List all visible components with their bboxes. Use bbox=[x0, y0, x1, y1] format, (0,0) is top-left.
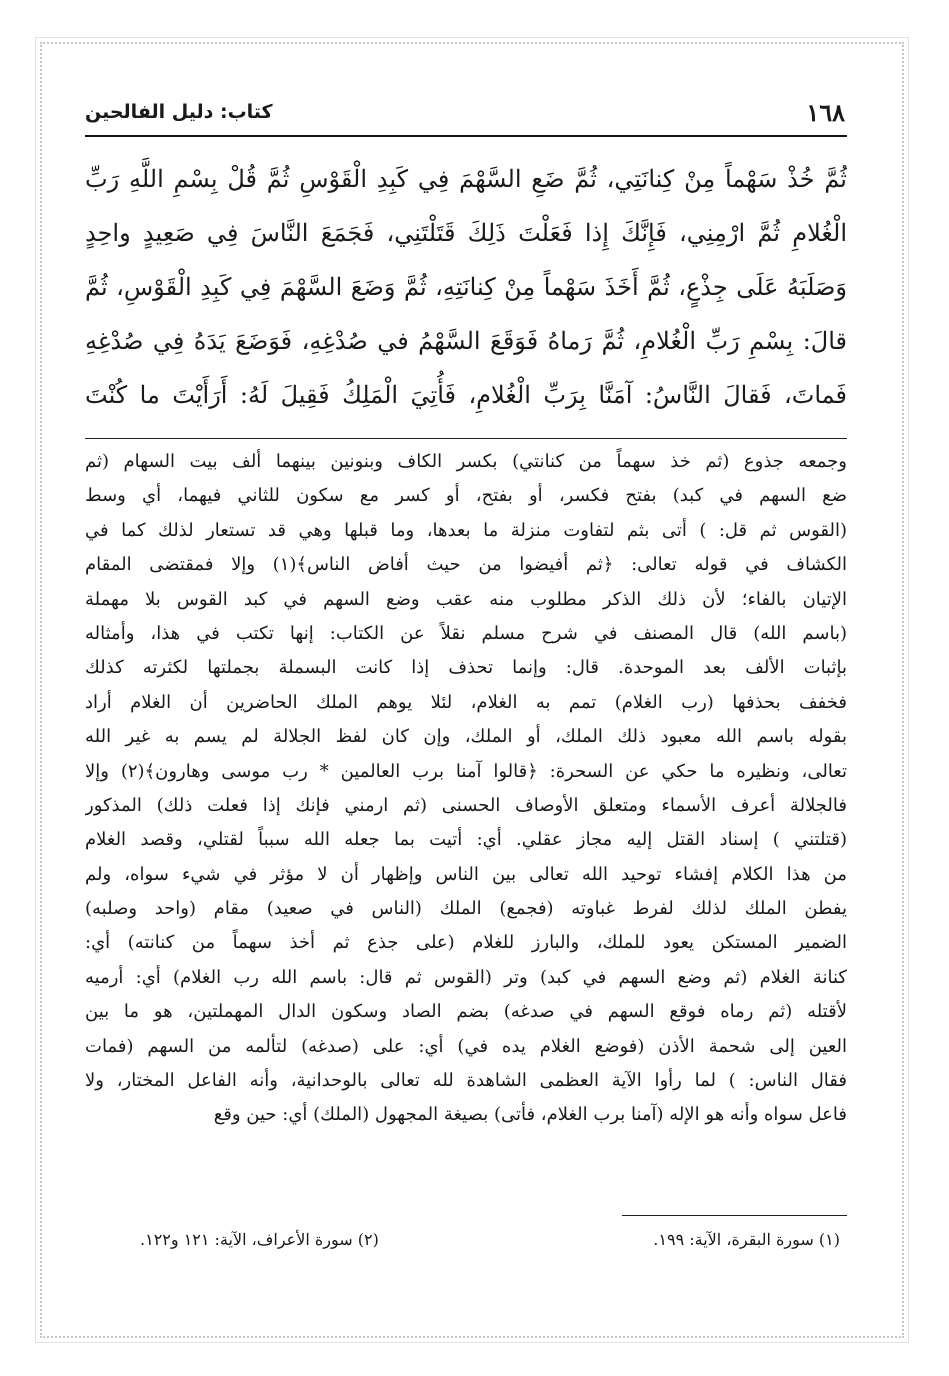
hadith-line: قالَ: بِسْمِ رَبِّ الْغُلامِ، ثُمَّ رَماهُ فَوَقَعَ السَّهْمُ في صُدْغِهِ، فَوَضَعَ يَدَهُ فِي صُدْغِهِ bbox=[85, 327, 847, 355]
commentary-line: وجمعه جذوع (ثم خذ سهماً من كنانتي) بكسر الكاف وبنونين بينهما ألف بيت السهام (ثم bbox=[85, 451, 847, 472]
footnote-2: (٢) سورة الأعراف، الآية: ١٢١ و١٢٢. bbox=[140, 1229, 379, 1249]
footnotes bbox=[140, 1222, 840, 1256]
hadith-line: وَصَلَبَهُ عَلَى جِذْعٍ، ثُمَّ أَخَذَ سَهْماً مِنْ كِنانَتِهِ، ثُمَّ وَضَعَ السَّهْمَ فِي كَبِدِ الْقَوْسِ، ثُمَّ bbox=[85, 273, 847, 301]
commentary-text bbox=[85, 445, 847, 1133]
commentary-line: فقال الناس: ) لما رأوا الآية العظمى الشاهدة لله تعالى بالوحدانية، وأنه الفاعل المختار، ولا bbox=[85, 1070, 847, 1092]
commentary-line: الكشاف في قوله تعالى: ﴿ثم أفيضوا من حيث أفاض الناس﴾(١) وإلا فمقتضى المقام bbox=[85, 554, 847, 576]
commentary-line: الإتيان بالفاء؛ لأن ذلك الذكر مطلوب منه عقب وضع السهم في كبد القوس بلا مهملة bbox=[85, 588, 847, 610]
footnote-divider bbox=[622, 1215, 847, 1216]
hadith-line: ثُمَّ خُذْ سَهْماً مِنْ كِنانَتِي، ثُمَّ ضَعِ السَّهْمَ فِي كَبِدِ الْقَوْسِ ثُمَّ قُلْ بِسْمِ اللَّهِ رَبِّ bbox=[85, 165, 847, 193]
footnote-1: (١) سورة البقرة، الآية: ١٩٩. bbox=[653, 1229, 840, 1249]
commentary-line: (قتلتني ) إسناد القتل إليه مجاز عقلي. أي: أتيت بما جعله الله سبباً لقتلي، وقصد الغلام bbox=[85, 829, 847, 851]
main-divider bbox=[85, 438, 847, 439]
hadith-line: الْغُلامِ ثُمَّ ارْمِنِي، فَإِنَّكَ إِذا فَعَلْتَ ذَلِكَ قَتَلْتَنِي، فَجَمَعَ النَّاسَ فِي صَعِيدٍ واحِدٍ bbox=[85, 219, 847, 247]
hadith-text bbox=[85, 152, 847, 422]
commentary-line: من هذا الكلام إفشاء توحيد الله تعالى بين الناس وإظهار أن لا مؤثر في شيء سواه، ولم bbox=[85, 863, 847, 885]
commentary-line: كنانة الغلام (ثم وضع السهم في كبد) وتر (القوس ثم قال: باسم الله رب الغلام) أي: أرميه bbox=[85, 966, 847, 988]
commentary-line: تعالى، ونظيره ما حكي عن السحرة: ﴿قالوا آمنا برب العالمين * رب موسى وهارون﴾(٢) وإلا bbox=[85, 760, 847, 782]
hadith-line: فَماتَ، فَقالَ النَّاسُ: آمَنَّا بِرَبِّ الْغُلامِ، فَأُتِيَ الْمَلِكُ فَقِيلَ لَهُ: أَرَأَيْتَ ما كُنْتَ bbox=[85, 381, 847, 409]
commentary-line: بإثبات الألف بعد الموحدة. قال: وإنما تحذف إذا كانت البسملة بجملتها لكثرته كذلك bbox=[85, 657, 847, 679]
commentary-line: (باسم الله) قال المصنف في شرح مسلم نقلاً عن الكتاب: إنها تكتب في هذا، وأمثاله bbox=[85, 622, 847, 644]
page-number: ١٦٨ bbox=[806, 97, 845, 127]
commentary-line: الضمير المستكن يعود للملك، والبارز للغلام (على جذع ثم أخذ سهماً من كنانته) أي: bbox=[85, 932, 847, 954]
book-title: كتاب: دليل الفالحين bbox=[85, 101, 273, 123]
commentary-line: العين إلى شحمة الأذن (فوضع الغلام يده في) أي: على (صدغه) لتألمه من السهم (فمات bbox=[85, 1035, 847, 1057]
header-divider bbox=[85, 135, 847, 137]
commentary-line: (القوس ثم قل: ) أتى بثم لتفاوت منزلة ما بعدها، وما قبلها وهي قد تستعار لذلك كما في bbox=[85, 519, 847, 541]
commentary-line: يفطن الملك لذلك لفرط غباوته (فجمع) الملك (الناس في صعيد) مقام (واحد وصلبه) bbox=[85, 898, 847, 920]
commentary-line: فخفف بحذفها (رب الغلام) تمم به الغلام، لئلا يوهم الملك الحاضرين أن الغلام أراد bbox=[85, 691, 847, 713]
commentary-line: فالجلالة أعرف الأسماء ومتعلق الأوصاف الحسنى (ثم ارمني فإنك إذا فعلت ذلك) المذكور bbox=[85, 794, 847, 816]
commentary-line: بقوله باسم الله معبود ذلك الملك، أو الملك، وإن كان لفظ الجلالة لم يسم به غير الله bbox=[85, 726, 847, 748]
commentary-line: لأقتله (ثم رماه فوقع السهم في صدغه) بضم الصاد وسكون الدال المهملتين، هو ما بين bbox=[85, 1001, 847, 1023]
commentary-line: فاعل سواه وأنه هو الإله (آمنا برب الغلام، فأتى) بصيغة المجهول (الملك) أي: حين وقع bbox=[213, 1104, 847, 1126]
page-header bbox=[85, 92, 845, 132]
commentary-line: ضع السهم في كبد) بفتح فكسر، أو بفتح، أو كسر مع سكون للثاني فيهما، أي وسط bbox=[85, 485, 847, 507]
